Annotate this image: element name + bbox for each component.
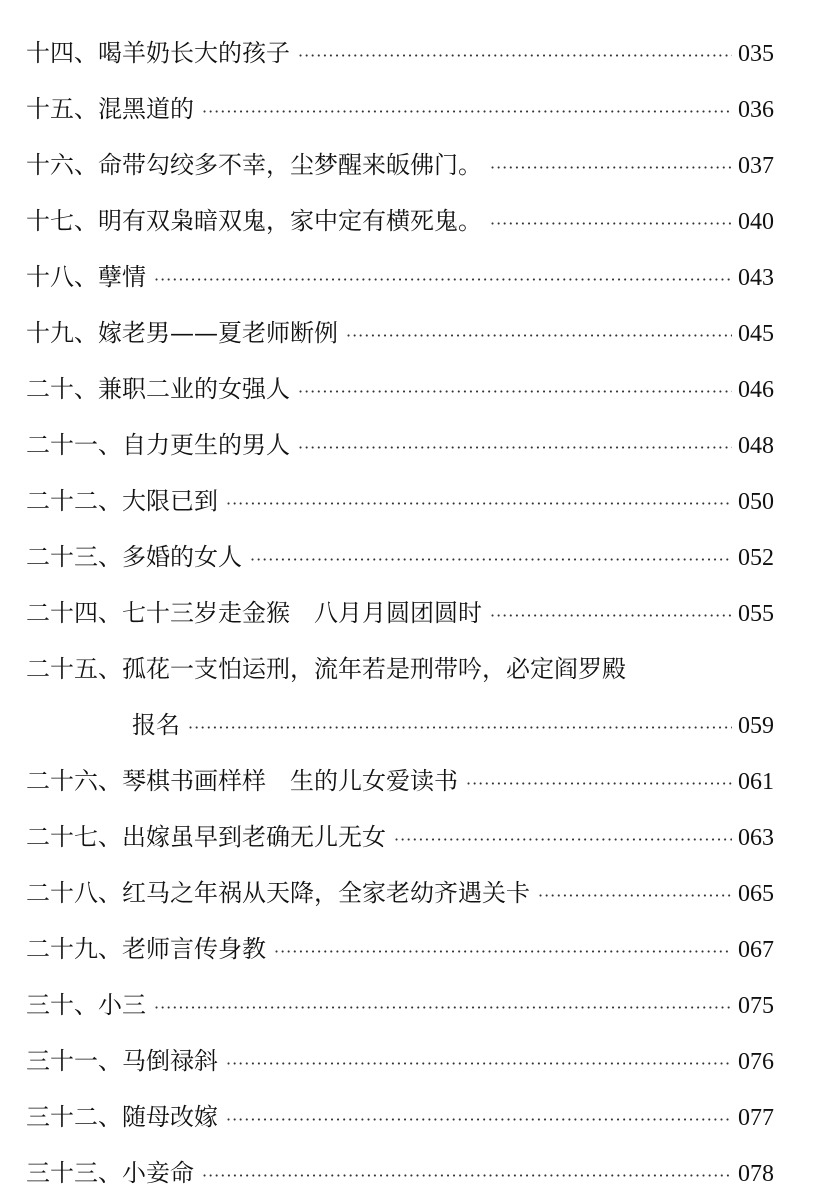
toc-entry-page: 036	[738, 97, 774, 123]
toc-entry-title: 报名	[132, 711, 180, 739]
toc-entry-title: 十九、嫁老男——夏老师断例	[26, 319, 338, 347]
dot-leader	[490, 196, 732, 252]
toc-entry[interactable]	[26, 1089, 774, 1145]
toc-entry-page: 078	[738, 1161, 774, 1187]
toc-entry-title: 十七、明有双枭暗双鬼，家中定有横死鬼。	[26, 207, 482, 235]
toc-entry-page: 065	[738, 881, 774, 907]
dot-leader	[154, 980, 732, 1036]
toc-entry-page: 046	[738, 377, 774, 403]
dot-leader	[226, 1036, 732, 1092]
dot-leader	[226, 1092, 732, 1148]
toc-entry[interactable]	[26, 921, 774, 977]
toc-entry[interactable]	[26, 305, 774, 361]
dot-leader	[298, 28, 732, 84]
dot-leader	[346, 308, 732, 364]
toc-entry[interactable]	[26, 529, 774, 585]
toc-entry-page: 048	[738, 433, 774, 459]
toc-entry-page: 067	[738, 937, 774, 963]
toc-entry-title: 二十三、多婚的女人	[26, 543, 242, 571]
dot-leader	[202, 84, 732, 140]
toc-entry[interactable]	[26, 81, 774, 137]
toc-entry-page: 059	[738, 713, 774, 739]
toc-entry-page: 063	[738, 825, 774, 851]
toc-entry-page: 037	[738, 153, 774, 179]
toc-entry[interactable]	[26, 977, 774, 1033]
dot-leader	[250, 532, 732, 588]
dot-leader	[154, 252, 732, 308]
dot-leader	[298, 364, 732, 420]
dot-leader	[394, 812, 732, 868]
dot-leader	[188, 700, 732, 756]
toc-entry[interactable]	[26, 753, 774, 809]
dot-leader	[466, 756, 732, 812]
toc-entry-page: 045	[738, 321, 774, 347]
toc-entry-page: 043	[738, 265, 774, 291]
toc-entry-title: 二十一、自力更生的男人	[26, 431, 290, 459]
toc-entry-title: 十六、命带勾绞多不幸，尘梦醒来皈佛门。	[26, 151, 482, 179]
toc-entry-title: 二十、兼职二业的女强人	[26, 375, 290, 403]
toc-entry-page: 040	[738, 209, 774, 235]
toc-entry[interactable]	[26, 585, 774, 641]
toc-entry[interactable]	[26, 25, 774, 81]
toc-entry[interactable]	[26, 137, 774, 193]
toc-entry-title: 二十九、老师言传身教	[26, 935, 266, 963]
toc-entry[interactable]	[26, 641, 774, 697]
toc-entry-page: 075	[738, 993, 774, 1019]
toc-entry-title: 三十二、随母改嫁	[26, 1103, 218, 1131]
toc-entry-title: 十八、孽情	[26, 263, 146, 291]
toc-entry-title: 二十六、琴棋书画样样 生的儿女爱读书	[26, 767, 458, 795]
toc-entry-title: 三十三、小妾命	[26, 1159, 194, 1187]
toc-entry-page: 076	[738, 1049, 774, 1075]
toc-entry-page: 077	[738, 1105, 774, 1131]
toc-entry-title: 二十五、孤花一支怕运刑，流年若是刑带吟，必定阎罗殿	[26, 655, 626, 683]
dot-leader	[298, 420, 732, 476]
toc-entry-title: 十五、混黑道的	[26, 95, 194, 123]
toc-entry-continuation[interactable]	[26, 697, 774, 753]
toc-entry[interactable]	[26, 809, 774, 865]
toc-entry-title: 二十八、红马之年祸从天降，全家老幼齐遇关卡	[26, 879, 530, 907]
toc-entry[interactable]	[26, 865, 774, 921]
toc-entry-page: 035	[738, 41, 774, 67]
toc-entry[interactable]	[26, 249, 774, 305]
dot-leader	[490, 140, 732, 196]
toc-entry-page: 061	[738, 769, 774, 795]
toc-entry-title: 二十二、大限已到	[26, 487, 218, 515]
toc-entry[interactable]	[26, 361, 774, 417]
toc-entry-page: 050	[738, 489, 774, 515]
dot-leader	[538, 868, 732, 924]
toc-entry-page: 052	[738, 545, 774, 571]
dot-leader	[226, 476, 732, 532]
toc-entry-title: 二十七、出嫁虽早到老确无儿无女	[26, 823, 386, 851]
toc-entry[interactable]	[26, 1145, 774, 1201]
toc-entry-page: 055	[738, 601, 774, 627]
dot-leader	[274, 924, 732, 980]
toc-entry-title: 三十一、马倒禄斜	[26, 1047, 218, 1075]
toc-entry-title: 十四、喝羊奶长大的孩子	[26, 39, 290, 67]
dot-leader	[202, 1148, 732, 1204]
table-of-contents	[26, 25, 774, 1201]
toc-entry[interactable]	[26, 193, 774, 249]
dot-leader	[490, 588, 732, 644]
toc-entry[interactable]	[26, 473, 774, 529]
toc-entry[interactable]	[26, 1033, 774, 1089]
toc-entry[interactable]	[26, 417, 774, 473]
toc-entry-title: 三十、小三	[26, 991, 146, 1019]
toc-entry-title: 二十四、七十三岁走金猴 八月月圆团圆时	[26, 599, 482, 627]
